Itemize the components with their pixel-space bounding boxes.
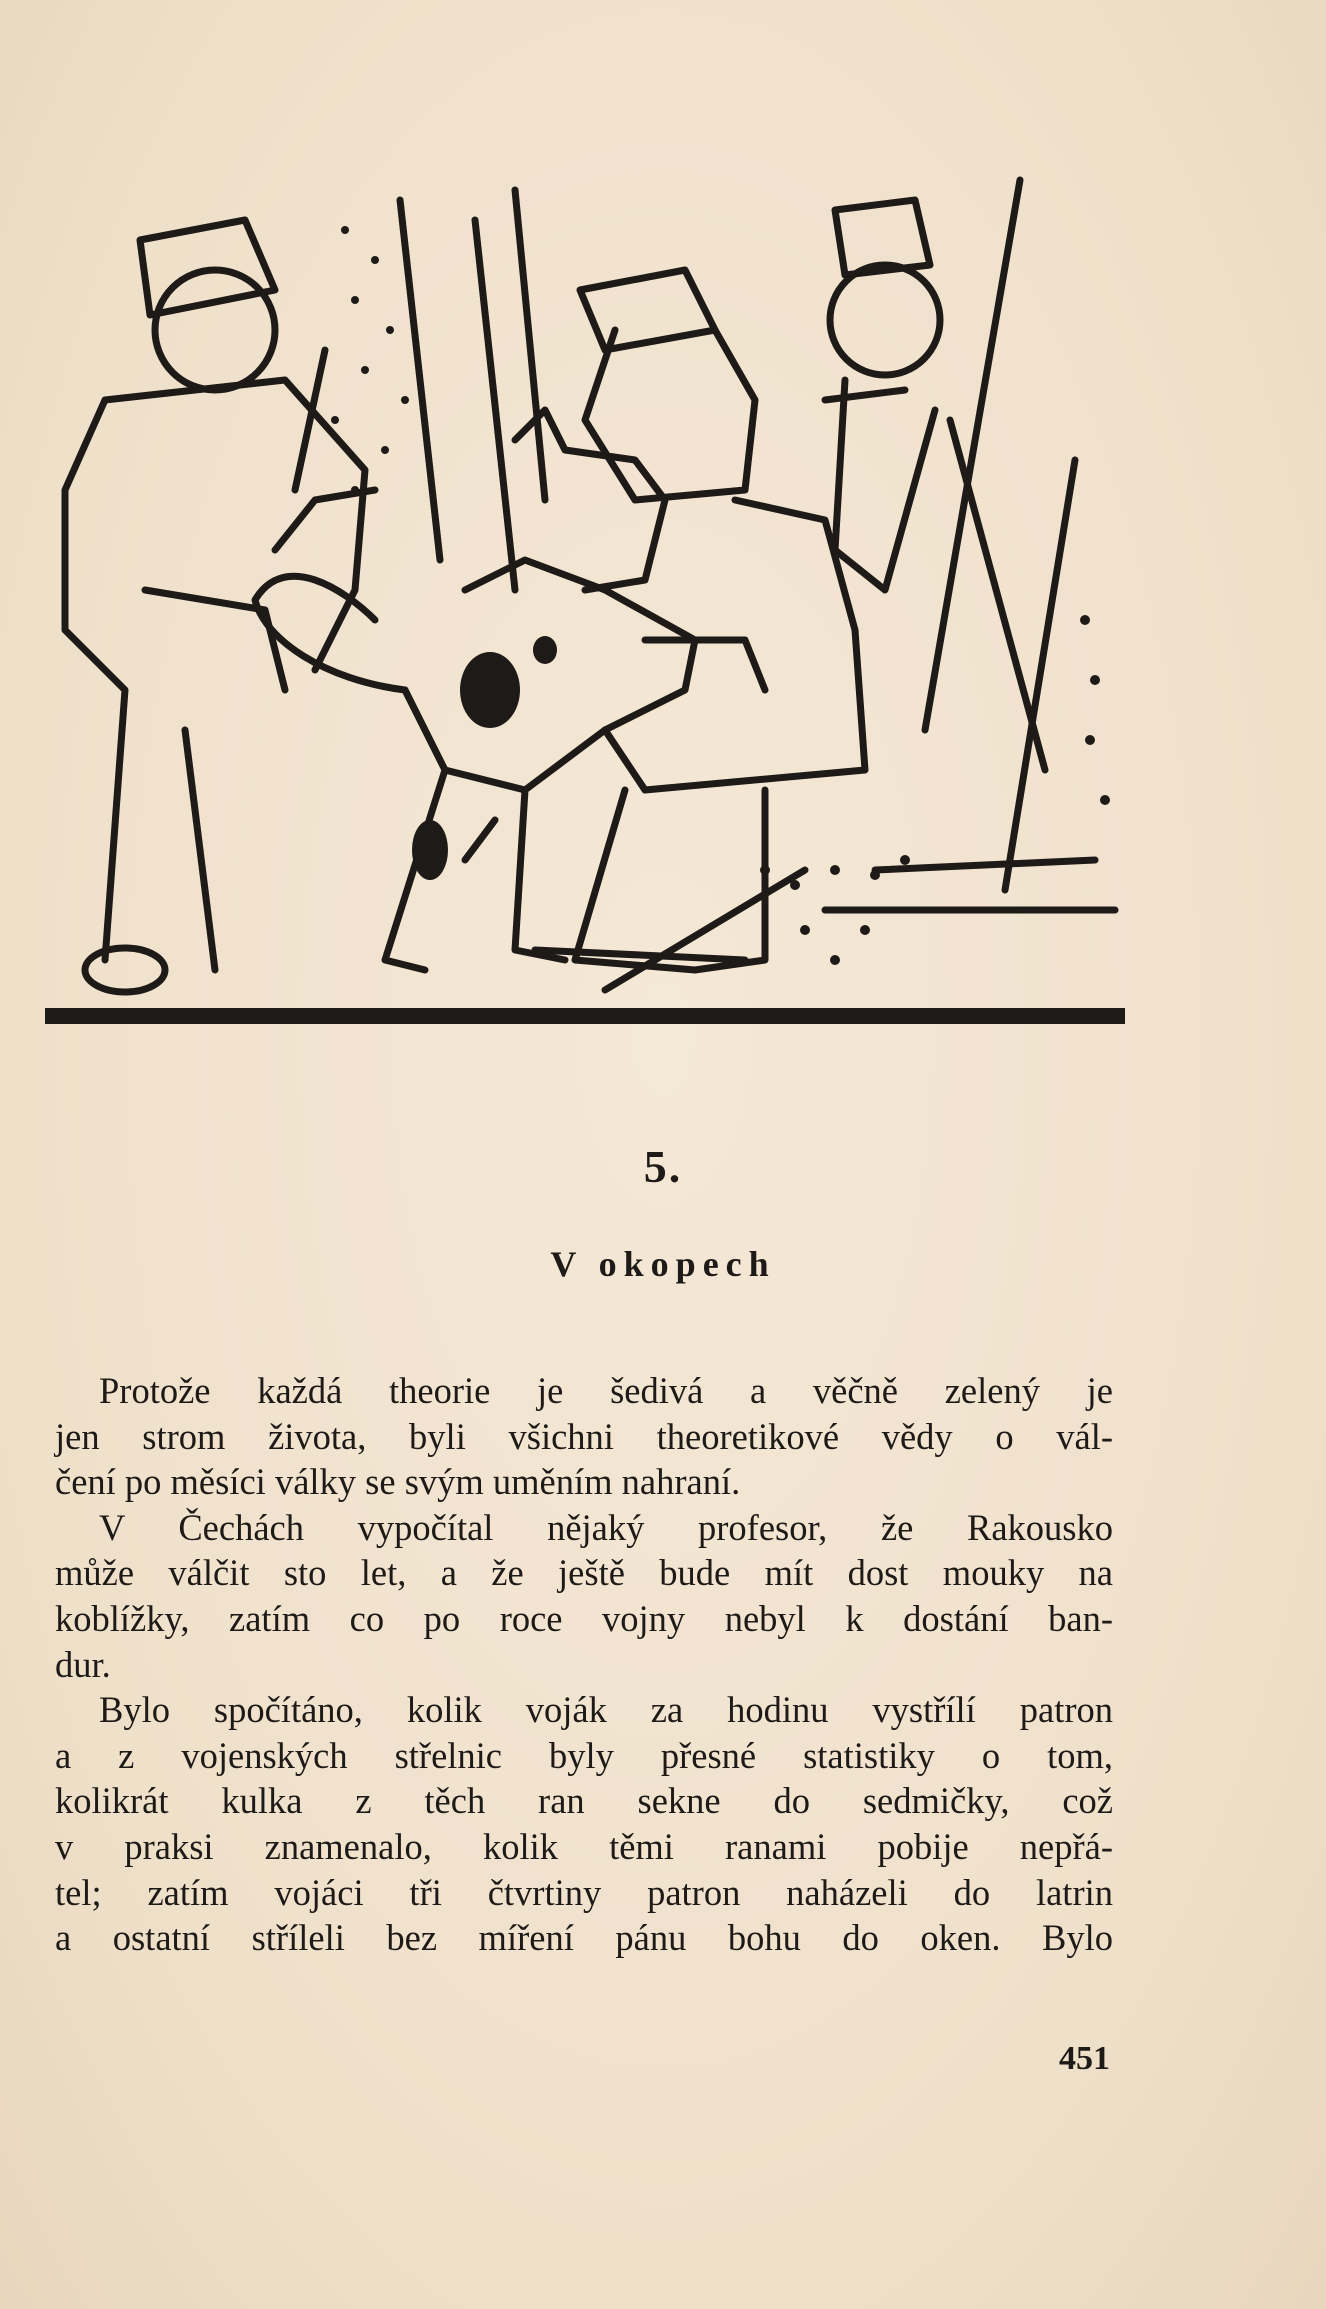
chapter-title: V okopech [550,1244,776,1284]
body-text [55,1368,1113,1961]
text-line: Bylo spočítáno, kolik voják za hodinu vystřílí patron [99,1689,1113,1731]
chapter-number: 5. [643,1141,683,1192]
text-line: a z vojenských střelnic byly přesné statistiky o tom, [55,1734,1113,1776]
text-line: čení po měsíci války se svým uměním nahraní. [55,1461,741,1503]
text-line: v praksi znamenalo, kolik těmi ranami pobije nepřá- [55,1825,1113,1867]
text-line: a ostatní stříleli bez míření pánu bohu do oken. Bylo [55,1917,1113,1959]
text-line: tel; zatím vojáci tři čtvrtiny patron naházeli do latrin [55,1871,1113,1913]
woodcut-illustration [45,170,1125,1030]
text-line: V Čechách vypočítal nějaký profesor, že Rakousko [99,1506,1113,1548]
text-line: dur. [55,1643,111,1685]
text-line: může válčit sto let, a že ještě bude mít dost mouky na [55,1552,1113,1594]
text-line: jen strom života, byli všichni theoretikové vědy o vál- [55,1415,1113,1457]
page-number: 451 [1059,2040,1110,2077]
text-line: Protože každá theorie je šedivá a věčně zelený je [99,1370,1113,1411]
text-line: koblížky, zatím co po roce vojny nebyl k dostání ban- [55,1597,1113,1639]
text-line: kolikrát kulka z těch ran sekne do sedmičky, což [55,1780,1113,1822]
